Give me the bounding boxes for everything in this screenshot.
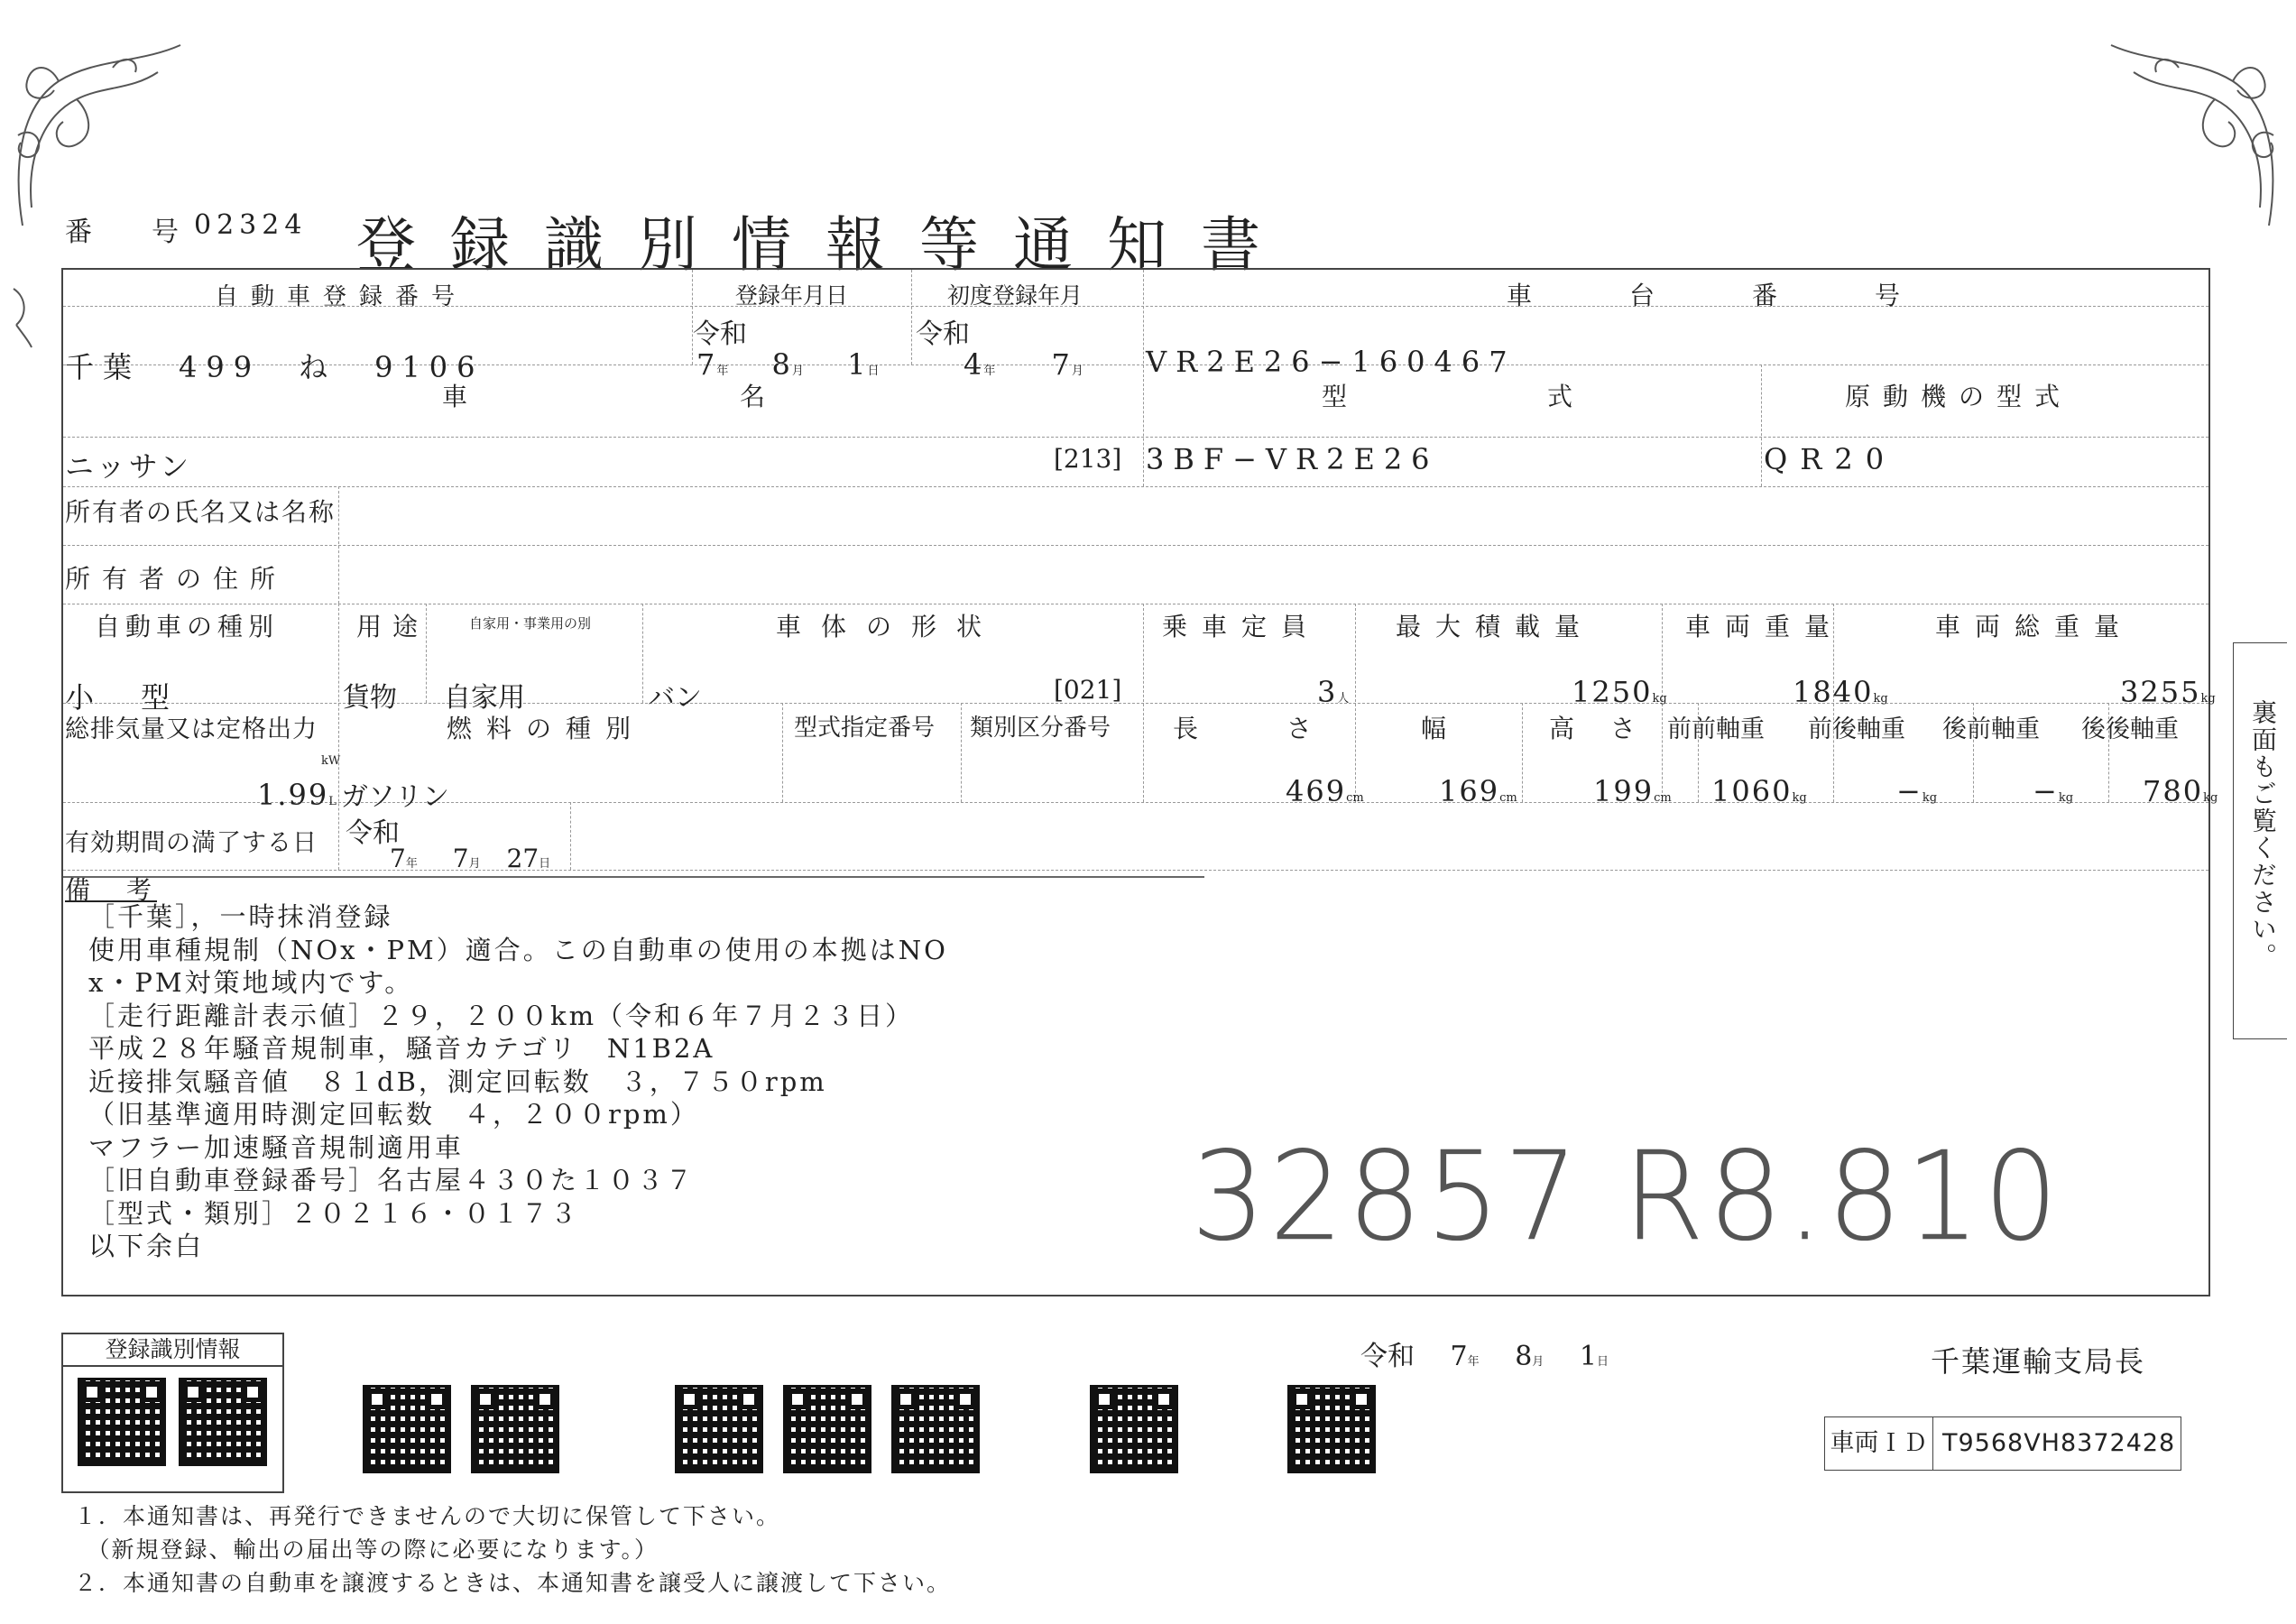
remark-line: 平成２８年騒音規制車，騒音カテゴリ N1B2A (88, 1033, 715, 1064)
first-registration-date: 4年 7月 (964, 347, 1083, 382)
qr-code (783, 1385, 871, 1473)
qr-box-label: 登録識別情報 (63, 1334, 282, 1367)
handwritten-note: 32857 R8.810 (1191, 1124, 2062, 1269)
unit-kw: kW (321, 754, 341, 768)
side-ornament-left (9, 280, 36, 352)
label-owner-address: 所有者の住所 (65, 564, 288, 594)
label-type-designation: 型式指定番号 (794, 715, 936, 742)
registration-era: 令和 (693, 318, 747, 350)
vehicle-id-box (1824, 1416, 2181, 1471)
car-name-code: [213] (1054, 444, 1122, 474)
label-ff-axle: 前前軸重 (1667, 715, 1765, 743)
ff-axle-weight: 1060kg (1711, 774, 1807, 808)
footer-note-line: ２．本通知書の自動車を譲渡するときは、本通知書を譲受人に譲渡して下さい。 (74, 1570, 952, 1596)
remark-line: ［千葉］，一時抹消登録 (88, 901, 393, 932)
label-chassis-number: 車台番号 (1507, 281, 1998, 310)
label-registration-date: 登録年月日 (735, 282, 849, 309)
vehicle-id-label: 車両ＩＤ (1825, 1417, 1933, 1470)
label-first-registration: 初度登録年月 (947, 282, 1083, 309)
remark-line: マフラー加速騒音規制適用車 (88, 1131, 465, 1163)
document-number-label: 番 号 (65, 217, 195, 248)
vehicle-id: T9568VH8372428 (1942, 1429, 2176, 1457)
label-vehicle-type: 自動車の種別 (95, 612, 280, 641)
footer-note-line: １．本通知書は、再発行できませんので大切に保管して下さい。 (74, 1503, 781, 1529)
label-max-load: 最大積載量 (1396, 612, 1595, 641)
vehicle-type: 小 型 (65, 680, 180, 715)
usage: 貨物 (343, 682, 397, 714)
height: 199cm (1593, 774, 1672, 808)
qr-code (363, 1385, 451, 1473)
gross-weight: 3255kg (2120, 675, 2216, 709)
label-engine-model: 原動機の型式 (1845, 382, 2073, 411)
label-width: 幅 (1421, 714, 1452, 743)
qr-code (891, 1385, 980, 1473)
footer-note-line: （新規登録、輸出の届出等の際に必要になります。） (74, 1536, 659, 1563)
qr-code (471, 1385, 559, 1473)
label-owner-name: 所有者の氏名又は名称 (65, 497, 337, 527)
qr-code (179, 1378, 267, 1466)
fr-axle-weight: −kg (1896, 774, 1938, 808)
qr-code (1090, 1385, 1178, 1473)
label-car-name-2: 名 (740, 382, 766, 411)
remark-line: ［走行距離計表示値］２９，２００km（令和６年７月２３日） (88, 1000, 915, 1031)
label-expiry: 有効期間の満了する日 (65, 829, 318, 857)
vehicle-weight: 1840kg (1793, 675, 1888, 709)
side-note-box (2233, 642, 2287, 1039)
width: 169cm (1439, 774, 1517, 808)
body-shape: バン (648, 682, 702, 714)
remark-line: 近接排気騒音値 ８１dB，測定回転数 ３，７５０rpm (88, 1066, 827, 1097)
label-vehicle-weight: 車両重量 (1685, 612, 1845, 641)
chassis-number: VR2E26−160467 (1146, 345, 1517, 379)
label-registration-number: 自動車登録番号 (215, 283, 468, 310)
max-load: 1250kg (1572, 675, 1667, 709)
remark-line: x・PM対策地域内です。 (88, 967, 414, 998)
car-name: ニッサン (65, 449, 193, 484)
issue-date: 令和 7年 8月 1日 (1360, 1341, 1609, 1372)
registration-date: 7年 8月 1日 (696, 347, 880, 382)
expiry-era: 令和 (346, 817, 400, 849)
private-business: 自家用 (444, 682, 525, 714)
label-gross-weight: 車両総重量 (1935, 612, 2135, 641)
label-model-2: 式 (1547, 382, 1573, 411)
label-car-name-1: 車 (442, 382, 468, 411)
corner-ornament-left (5, 27, 194, 235)
side-note: 裏面もご覧ください。 (2248, 699, 2278, 970)
qr-code (675, 1385, 763, 1473)
remarks-list (88, 900, 948, 1263)
label-model-1: 型 (1322, 382, 1348, 411)
body-shape-code: [021] (1054, 675, 1122, 705)
footer-notes (74, 1499, 951, 1600)
remark-line: 使用車種規制（NOx・PM）適合。この自動車の使用の本拠はNO (88, 934, 948, 965)
remark-line: （旧基準適用時測定回転数 ４，２００rpm） (88, 1099, 699, 1130)
corner-ornament-right (2098, 18, 2287, 235)
engine-model: QR20 (1764, 442, 1897, 476)
displacement: 1.99L (257, 778, 337, 812)
issuer: 千葉運輸支局長 (1931, 1344, 2146, 1379)
label-rr-axle: 後後軸重 (2081, 715, 2179, 743)
registration-id-qr-box (61, 1333, 284, 1493)
label-fr-axle: 前後軸重 (1808, 715, 1905, 743)
label-private-business: 自家用・事業用の別 (469, 615, 592, 632)
first-registration-era: 令和 (916, 318, 970, 350)
label-length: 長 さ (1173, 714, 1325, 743)
remark-line: ［旧自動車登録番号］名古屋４３０た１０３７ (88, 1165, 696, 1195)
label-category-number: 類別区分番号 (970, 715, 1111, 742)
remark-line: ［型式・類別］２０２１６・０１７３ (88, 1197, 580, 1229)
registration-number: 千葉 499 ね 9106 (65, 350, 484, 384)
label-usage: 用途 (356, 612, 429, 641)
fuel-type: ガソリン (341, 781, 449, 813)
label-displacement: 総排気量又は定格出力 (65, 715, 318, 743)
label-remarks: 備 考 (65, 875, 158, 905)
document-number: 02324 (194, 209, 308, 241)
capacity: 3人 (1317, 675, 1350, 709)
qr-code (1287, 1385, 1376, 1473)
length: 469cm (1286, 774, 1364, 808)
rf-axle-weight: −kg (2033, 774, 2074, 808)
document-title: 登録識別情報等通知書 (356, 210, 1295, 280)
label-body-shape: 車体の形状 (776, 612, 1002, 641)
label-height: 高 さ (1549, 714, 1642, 743)
qr-code (78, 1378, 166, 1466)
label-rf-axle: 後前軸重 (1942, 715, 2040, 743)
model: 3BF−VR2E26 (1146, 442, 1439, 476)
label-fuel: 燃料の種別 (447, 714, 646, 743)
expiry-date: 7年 7月 27日 (390, 844, 551, 873)
label-capacity: 乗車定員 (1162, 612, 1322, 641)
remark-line: 以下余白 (88, 1231, 205, 1261)
rr-axle-weight: 780kg (2143, 774, 2218, 808)
